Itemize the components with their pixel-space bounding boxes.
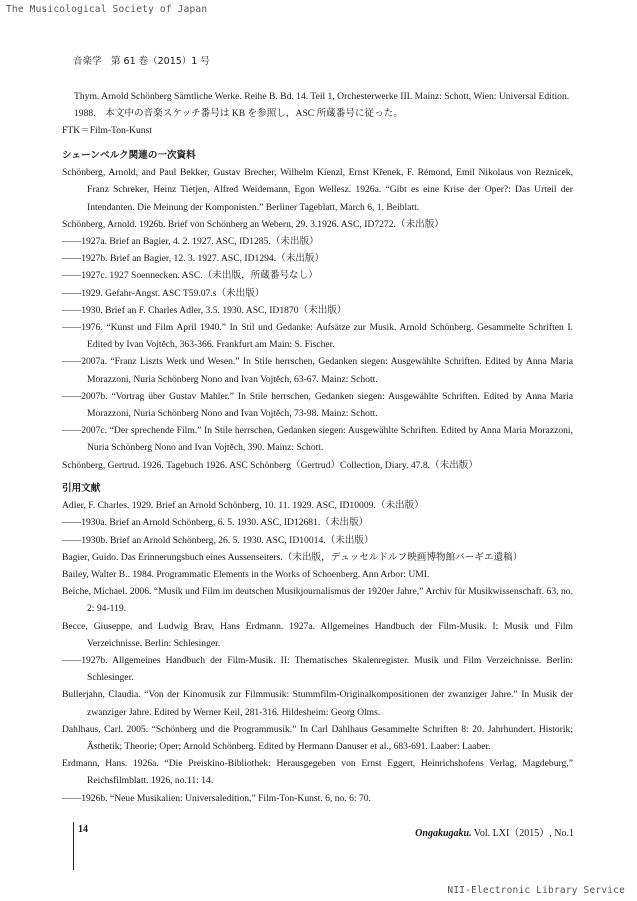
journal-citation — [415, 824, 574, 839]
reference-entry: ——1930a. Brief an Arnold Schönberg, 6. 5. 1930. ASC, ID12681.（未出版） — [62, 517, 369, 529]
reference-entry: ——1930b. Brief an Arnold Schönberg, 26. 5. 1930. ASC, ID10014.（未出版） — [62, 534, 374, 546]
watermark-top: The Musicological Society of Japan — [6, 4, 208, 15]
reference-entry: ——1927a. Brief an Bagier, 4. 2. 1927. ASC, ID1285.（未出版） — [62, 236, 319, 248]
section-heading: シェーンベルク関連の一次資料 — [62, 150, 196, 161]
reference-entry: Schönberg, Arnold. 1926b. Brief von Schönberg an Webern, 29. 3.1926. ASC, ID7272.（未出版） — [62, 218, 444, 230]
journal-name: Ongakugaku. — [415, 828, 472, 839]
reference-entry: Dahlhaus, Carl. 2005. “Schönberg und die Programmusik.” In Carl Dahlhaus Gesammelte Schriften 8: 20. Jahrhundert. Historik; Ästhetik; Theorie; Oper; Arnold Schönberg. Edited by Hermann Danuser et al., 683-691. Laaber: Laaber. — [62, 723, 573, 753]
running-head: 音楽学 第 61 巻（2015）1 号 — [73, 56, 210, 67]
references-section — [62, 480, 573, 807]
intro-block — [62, 88, 579, 140]
reference-entry: ——1929. Gefahr-Angst. ASC T59.07.s（未出版） — [62, 287, 265, 299]
reference-entry: ——2007a. “Franz Liszts Werk und Wesen.” In Stile herrschen, Gedanken siegen: Ausgewählte Schriften. Edited by Anna Maria Morazzoni, Nuria Schönberg Nono and Ivan Vojtěch, 63-67. Mainz: Schott. — [62, 356, 573, 385]
reference-entry: ——1927b. Brief an Bagier, 12. 3. 1927. ASC, ID1294.（未出版） — [62, 253, 325, 265]
reference-entry: Schönberg, Gertrud. 1926. Tagebuch 1926. ASC Schönberg（Gertrud）Collection, Diary. 47.8.（未出版） — [62, 459, 478, 471]
reference-entry: Bullerjahn, Claudia. “Von der Kinomusik zur Filmmusik: Stummfilm-Originalkompositionen der zwanziger Jahre.” In Musik der zwanziger Jahre. Edited by Werner Keil, 281-316. Hildesheim: Georg Olms. — [62, 689, 573, 718]
reference-entry: ——1927b. Allgemeines Handbuch der Film-Musik. II: Thematisches Skalenregister. Musik und Film Verzeichnisse. Berlin: Schlesinger. — [62, 655, 573, 684]
journal-volume: Vol. LXI（2015）, No.1 — [471, 828, 574, 839]
reference-entry: ——2007b. “Vortrag über Gustav Mahler.” In Stile herrschen, Gedanken siegen: Ausgewählte Schriften. Edited by Anna Maria Morazzoni, Nuria Schönberg Nono and Ivan Vojtěch, 73-98. Mainz: Schott. — [62, 390, 573, 420]
primary-sources-section — [62, 147, 573, 474]
abbreviation-line: FTK＝Film-Ton-Kunst — [62, 125, 152, 137]
reference-entry: ——1976. “Kunst und Film April 1940.” In Stil und Gedanke: Aufsätze zur Musik. Arnold Schönberg. Gesammelte Schriften I. Edited by Ivan Vojtěch, 363-366. Frankfurt am Main: S. Fischer. — [62, 322, 573, 351]
reference-entry: ——1927c. 1927 Soennecken. ASC.（未出版，所蔵番号なし） — [62, 270, 318, 282]
reference-entry: Bagier, Guido. Das Erinnerungsbuch eines Aussenseiters.（未出版，デュッセルドルフ映画博物館バーギエ遺稿） — [62, 551, 523, 563]
reference-entry: Erdmann, Hans. 1926a. “Die Preiskino-Bibliothek: Herausgegeben von Ernst Eggert, Heinrichshofens Verlag, Magdeburg,” Reichsfilmblatt. 1926, no.11: 14. — [62, 758, 573, 787]
watermark-bottom: NII-Electronic Library Service — [447, 885, 625, 896]
primary-sources-list — [62, 164, 573, 474]
section-heading: 引用文献 — [62, 483, 101, 494]
reference-entry: ——1930. Brief an F. Charles Adler, 3.5. 1930. ASC, ID1870（未出版） — [62, 304, 347, 316]
references-list — [62, 497, 573, 807]
reference-entry: ——1926b. “Neue Musikalien: Universaledition,” Film-Ton-Kunst. 6, no. 6: 70. — [62, 792, 371, 804]
footer-rule — [73, 822, 74, 870]
reference-entry: Bailey, Walter B.. 1984. Programmatic Elements in the Works of Schoenberg. Ann Arbor: UMI. — [62, 569, 430, 581]
reference-entry: Adler, F. Charles. 1929. Brief an Arnold Schönberg, 10. 11. 1929. ASC, ID10009.（未出版） — [62, 500, 424, 512]
reference-entry: ——2007c. “Der sprechende Film.” In Stile herrschen, Gedanken siegen: Ausgewählte Schriften. Edited by Anna Maria Morazzoni, Nuria Schönberg Nono and Ivan Vojtěch, 390. Mainz: Schott. — [62, 425, 573, 454]
reference-entry: Schönberg, Arnold, and Paul Bekker, Gustav Brecher, Wilhelm Kienzl, Ernst Křenek, F. Rémond, Emil Nikolaus von Reznicek, Franz Schreker, Heinz Tietjen, Alfred Weidemann, Egon Wellesz. 1926a. “Gibt es eine Krise der Oper?: Das Urteil der Intendanten. Die Meinung der Komponisten.” Berliner Tageblatt, March 6, 1. Beiblatt. — [62, 167, 573, 213]
reference-entry: Becce, Giuseppe, and Ludwig Brav, Hans Erdmann. 1927a. Allgemeines Handbuch der Film-Musik. I: Musik und Film Verzeichnisse. Berlin: Schlesinger. — [62, 620, 573, 649]
page-number: 14 — [78, 824, 88, 835]
reference-entry: Beiche, Michael. 2006. “Musik und Film im deutschen Musikjournalismus der 1920er Jahre,” Archiv für Musikwissenschaft. 63, no. 2: 94-119. — [62, 586, 573, 615]
intro-line: Thym. Arnold Schönberg Sämtliche Werke. Reihe B. Bd. 14. Teil 1, Orchesterwerke III. Mainz: Schott, Wien: Universal Edition. 1988. 本文中の音楽スケッチ番号は KB を参照し，ASC 所蔵番号に従った。 — [74, 91, 579, 120]
